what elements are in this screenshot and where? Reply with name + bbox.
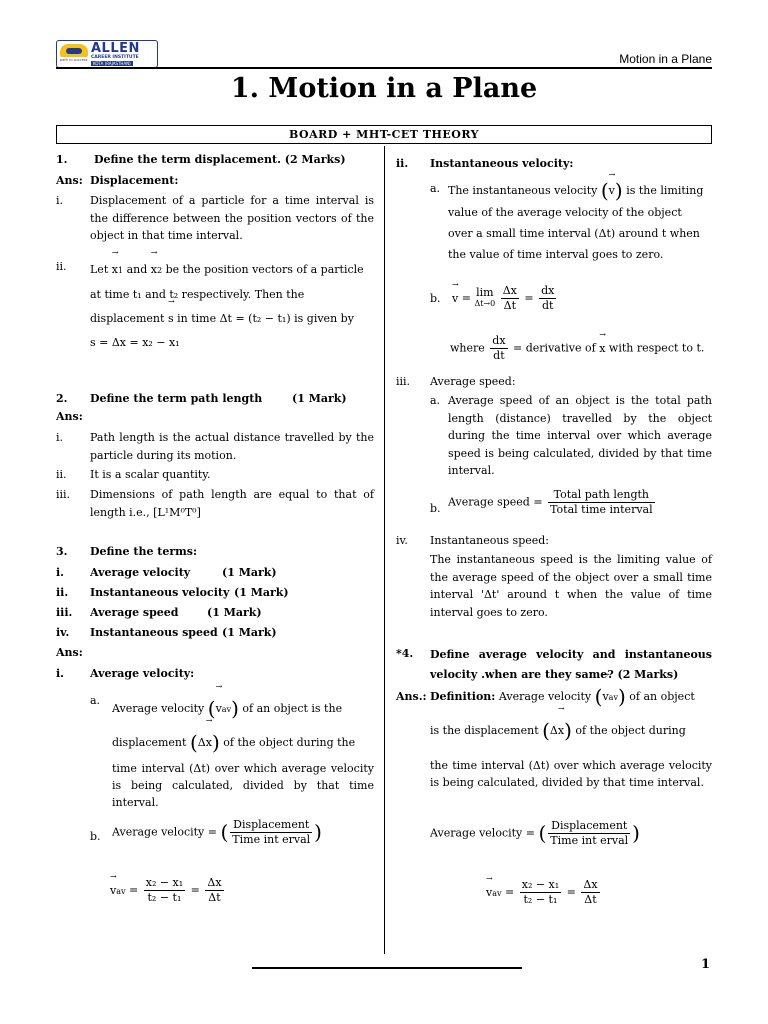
item-text: Instantaneous velocity bbox=[90, 586, 230, 599]
fraction-denominator: dt bbox=[542, 299, 554, 312]
sub-text: Average speed of an object is the total path length (distance) travelled by the object during the time interval over which average speed is being calculated, divided by that time interval. bbox=[448, 394, 712, 477]
sub-label: a. bbox=[430, 182, 441, 195]
ans-label: Ans: bbox=[56, 646, 83, 659]
text-fragment: displacement bbox=[112, 736, 187, 749]
item-text: Average speed bbox=[90, 606, 179, 619]
fraction-numerator: Δx bbox=[502, 284, 517, 297]
text-fragment: in time bbox=[177, 312, 217, 325]
point-text: Dimensions of path length are equal to that of length i.e., [L¹M⁰T⁰] bbox=[90, 488, 374, 519]
text-fragment: time interval bbox=[112, 762, 185, 775]
point-text: The instantaneous speed is the limiting value of the average speed of the object over a small time interval 'Δt' around t when the value of time interval goes to zero. bbox=[430, 553, 712, 619]
text-fragment: the time interval bbox=[430, 759, 525, 772]
q2-text: Define the term path length bbox=[90, 392, 263, 405]
text-fragment: the value of time interval goes to zero. bbox=[448, 247, 664, 261]
sub-label: b. bbox=[90, 830, 101, 843]
text-fragment: = derivative of bbox=[513, 341, 596, 355]
text-fragment: displacement bbox=[90, 312, 165, 325]
fraction-numerator: x₂ − x₁ bbox=[145, 876, 184, 889]
ans-label: Ans: bbox=[56, 410, 83, 423]
document-page: path to success ALLEN CAREER INSTITUTE KOTA (RAJASTHAN) Motion in a Plane 1. Motion in a Plane BOARD + MHT-CET THEORY 1. Define the term displacement. (2 Marks) Ans: Displacement: i. Displacement of a particle for a time interval is the difference between the position vectors of the object in that time interval. ii. Let → x1 and → x2 be the position vectors of a particle at time t₁ and t₂ respectively. Then the displacement → s in time Δt = (t₂ − t₁) is given by s = Δx = x₂ − x₁ 2. Define the term path length (1 Mark) Ans: i. Path length is the actual distance travelled by the particle during its motion. ii. It is a scalar quantity. iii. Dimensions of path length are equal to that of length i.e., [L¹M⁰T⁰] 3. Define the terms: i. Average velocity (1 Mark) ii. Instantaneous velocity (1 Mark) iii. Average speed (1 Mark) iv. Instantaneous speed (1 Mark) Ans: i. Average velocity: a. Average velocity (→ vav) of an object is the displacement (Δ→ x) of the object during the time interval (Δt) over which average velocity is being calculated, divided by that time interval. b. Average velocity = ( $\frac{\text{Displacement}}{\text{Time int erval}}$ ) → vav = $\frac{\text{x₂ − x₁}}{\text{t₂ − t₁}}$ = $\frac{\Delta x}{\Delta t}$ ii. Instantaneous velocity: a. The instantaneous velocity (→ v) is the limiting value of the average velocity of the object over a small time interval (Δt) around t when the value of time interval goes to zero. b. → v = lim Δt→0 $\frac{\Delta x}{\Delta t}$ = $\frac{dx}{dt}$ where $\frac{dx}{dt}$ = derivative of → x with respect to t. iii. Average speed: a. Average speed of an object is the total path length (distance) travelled by the object during the time interval over which average speed is being calculated, divided by that time interval. b. Average speed = $\frac{\text{Total path length}}{\text{Total time interval}}$ iv. Instantaneous speed: The instantaneous speed is the limiting value of the average speed of the object over a small time interval 'Δt' around t when the value of time interval goes to zero. *4. Define average velocity and instantaneous velocity .when are they same? (2 Marks) Ans.: Definition: Average velocity (→ vav) of an object is the displacement (Δ→ x) of the object during the time interval (Δt) over which average velocity is being calculated, divided by that time interval. Average velocity = ( $\frac{\text{Displacement}}{\text{Time int erval}}$ ) → vav = $\frac{\text{x₂ − x₁}}{\text{t₂ − t₁}}$ = $\frac{\Delta x}{\Delta t}$ 1 bbox=[0, 0, 768, 1024]
sub-text-continued: time interval (Δt) over which average velocity is being calculated, divided by that time interval. bbox=[112, 762, 374, 809]
item-label: i. bbox=[56, 566, 65, 579]
item-label: iv. bbox=[56, 626, 70, 639]
text-fragment: over which average bbox=[214, 762, 327, 775]
answer-text: Definition: Average velocity (→ vav) of an object is the displacement (Δ→ x) of the object during bbox=[430, 680, 712, 748]
fraction-numerator: Displacement bbox=[548, 819, 630, 834]
vector-x2: → x2 bbox=[151, 258, 162, 283]
fraction-numerator: Δx bbox=[583, 878, 598, 891]
sub-text: The instantaneous velocity (→ v) is the limiting value of the average velocity of the object over a small time interval (Δt) around t when the value of time interval goes to zero. bbox=[448, 180, 712, 265]
text-fragment: over which average bbox=[553, 759, 665, 772]
point-label: ii. bbox=[56, 468, 67, 481]
average-speed-formula: Average speed = $\frac{\text{Total path length}}{\text{Total time interval}}$ bbox=[448, 488, 653, 516]
page-number: 1 bbox=[700, 957, 710, 972]
item-marks: (1 Mark) bbox=[222, 566, 277, 579]
point-heading: Average velocity: bbox=[90, 667, 195, 680]
text-fragment: where bbox=[450, 341, 485, 355]
q2-marks: (1 Mark) bbox=[292, 392, 347, 405]
text-fragment: and bbox=[126, 263, 148, 276]
point-heading: Instantaneous speed: bbox=[430, 534, 550, 547]
instantaneous-velocity-formula: → v = lim Δt→0 $\frac{\Delta x}{\Delta t}$ = $\frac{dx}{dt}$ bbox=[452, 284, 558, 313]
fraction-denominator: Δt bbox=[584, 893, 597, 906]
answer-text-continued: the time interval (Δt) over which average velocity is being calculated, divided by that time interval. bbox=[430, 759, 713, 789]
text-fragment: is the displacement bbox=[430, 724, 539, 737]
derivative-text: where $\frac{dx}{dt}$ = derivative of → x with respect to t. bbox=[450, 334, 704, 363]
q3-number: 3. bbox=[56, 545, 68, 558]
limit-operator: lim bbox=[476, 286, 494, 299]
logo-emblem-icon bbox=[60, 44, 88, 57]
item-label: ii. bbox=[56, 586, 69, 599]
sub-label: a. bbox=[90, 694, 101, 707]
text-fragment: is the limiting bbox=[626, 184, 704, 197]
fraction-denominator: Total time interval bbox=[550, 503, 653, 516]
math-expression: Δt = (t₂ − t₁) bbox=[219, 312, 291, 325]
text-fragment: Average velocity bbox=[498, 690, 592, 703]
point-label: i. bbox=[56, 194, 64, 207]
text-fragment: of the object during the bbox=[223, 736, 356, 749]
allen-logo bbox=[56, 40, 158, 68]
text-fragment: over a small time interval bbox=[448, 226, 591, 240]
text-fragment: be the position vectors of a particle bbox=[165, 263, 364, 276]
item-marks: (1 Mark) bbox=[234, 586, 289, 599]
text-fragment: The instantaneous velocity bbox=[448, 184, 598, 197]
logo-subtitle: CAREER INSTITUTE bbox=[91, 55, 139, 60]
text-fragment: with respect to t. bbox=[608, 341, 705, 355]
point-heading: Average speed: bbox=[430, 375, 516, 388]
logo-name: ALLEN bbox=[91, 41, 140, 56]
point-heading: Instantaneous velocity: bbox=[430, 157, 574, 170]
fraction-denominator: t₂ − t₁ bbox=[147, 891, 182, 904]
point-label: ii. bbox=[56, 260, 67, 273]
limit-subscript: Δt→0 bbox=[474, 299, 496, 308]
displacement-formula: s = Δx = x₂ − x₁ bbox=[90, 336, 180, 349]
fraction-numerator: Δx bbox=[207, 876, 222, 889]
point-text: Displacement of a particle for a time interval is the difference between the position vectors of the object in that time interval. bbox=[90, 194, 374, 242]
chapter-title: 1. Motion in a Plane bbox=[230, 73, 538, 104]
point-text bbox=[90, 258, 374, 355]
footer-rule bbox=[252, 967, 522, 969]
point-label: iii. bbox=[56, 488, 71, 501]
text-fragment: Average velocity bbox=[430, 826, 523, 840]
logo-tagline: path to success bbox=[60, 58, 88, 62]
text-fragment: velocity is being calculated, divided by that time interval. bbox=[430, 759, 713, 789]
fraction-numerator: x₂ − x₁ bbox=[521, 878, 560, 891]
text-fragment: velocity is being calculated, divided by that time interval. bbox=[112, 762, 374, 809]
point-label: iii. bbox=[396, 375, 411, 388]
text-fragment: Average speed bbox=[448, 495, 530, 509]
fraction-numerator: dx bbox=[541, 284, 555, 297]
fraction-denominator: Δt bbox=[503, 299, 516, 312]
point-text: Path length is the actual distance travelled by the particle during its motion. bbox=[90, 431, 374, 462]
fraction-denominator: Time int erval bbox=[550, 834, 629, 847]
text-fragment: value of the average velocity of the object bbox=[448, 205, 682, 219]
logo-location: KOTA (RAJASTHAN) bbox=[93, 61, 131, 66]
point-label: ii. bbox=[396, 157, 409, 170]
vector-x1: → x1 bbox=[112, 258, 123, 283]
vector-vav: → vav bbox=[216, 692, 232, 726]
sub-label: b. bbox=[430, 292, 441, 305]
text-fragment: of an object bbox=[629, 690, 695, 703]
running-title: Motion in a Plane bbox=[619, 52, 712, 66]
ans-label: Ans.: bbox=[396, 690, 427, 703]
q1-number: 1. bbox=[56, 153, 68, 166]
displacement-fraction bbox=[230, 818, 312, 847]
sub-text: Average velocity (→ vav) of an object is the displacement (Δ→ x) of the object during the bbox=[112, 692, 374, 760]
section-box: BOARD + MHT-CET THEORY bbox=[56, 125, 712, 144]
fraction-denominator: t₂ − t₁ bbox=[523, 893, 558, 906]
point-text: It is a scalar quantity. bbox=[90, 468, 211, 481]
fraction-numerator: Total path length bbox=[548, 488, 655, 503]
item-marks: (1 Mark) bbox=[207, 606, 262, 619]
answer-heading: Displacement: bbox=[90, 174, 179, 187]
item-marks: (1 Mark) bbox=[222, 626, 277, 639]
column-divider bbox=[384, 146, 385, 954]
point-label: iv. bbox=[396, 534, 408, 547]
text-fragment: of an object is the bbox=[242, 702, 343, 715]
fraction-denominator: Time int erval bbox=[232, 833, 311, 846]
fraction-denominator: dt bbox=[493, 349, 505, 362]
item-label: iii. bbox=[56, 606, 73, 619]
text-fragment: is given by bbox=[294, 312, 354, 325]
sub-text: Average velocity = ( $\frac{\text{Displacement}}{\text{Time int erval}}$ ) bbox=[112, 818, 322, 846]
text-fragment: at time t₁ and t₂ respectively. Then the bbox=[90, 288, 305, 301]
fraction-numerator: dx bbox=[492, 334, 506, 347]
sub-label: b. bbox=[430, 502, 441, 515]
q3-text: Define the terms: bbox=[90, 545, 198, 558]
q1-text: Define the term displacement. (2 Marks) bbox=[94, 153, 346, 166]
q2-number: 2. bbox=[56, 392, 68, 405]
definition-label: Definition: bbox=[430, 690, 496, 703]
sub-label: a. bbox=[430, 394, 441, 407]
q4-average-velocity-formula: Average velocity = ( $\frac{\text{Displacement}}{\text{Time int erval}}$ ) bbox=[430, 819, 640, 847]
point-label: i. bbox=[56, 431, 64, 444]
item-text: Instantaneous speed bbox=[90, 626, 218, 639]
text-fragment: Let bbox=[90, 263, 109, 276]
text-fragment: Average velocity bbox=[112, 825, 205, 839]
fraction-numerator: Displacement bbox=[230, 818, 312, 833]
q4-number: *4. bbox=[396, 647, 414, 660]
item-text: Average velocity bbox=[90, 566, 191, 579]
header-rule bbox=[56, 67, 712, 69]
fraction-denominator: Δt bbox=[208, 891, 221, 904]
text-fragment: Average velocity bbox=[112, 702, 205, 715]
point-label: i. bbox=[56, 667, 65, 680]
text-fragment: around t when bbox=[618, 226, 700, 240]
q4-text: Define average velocity and instantaneous velocity .when are they same? (2 Marks) bbox=[430, 648, 712, 681]
text-fragment: of the object during bbox=[575, 724, 686, 737]
ans-label: Ans: bbox=[56, 174, 83, 187]
vector-s: → s bbox=[168, 307, 174, 331]
